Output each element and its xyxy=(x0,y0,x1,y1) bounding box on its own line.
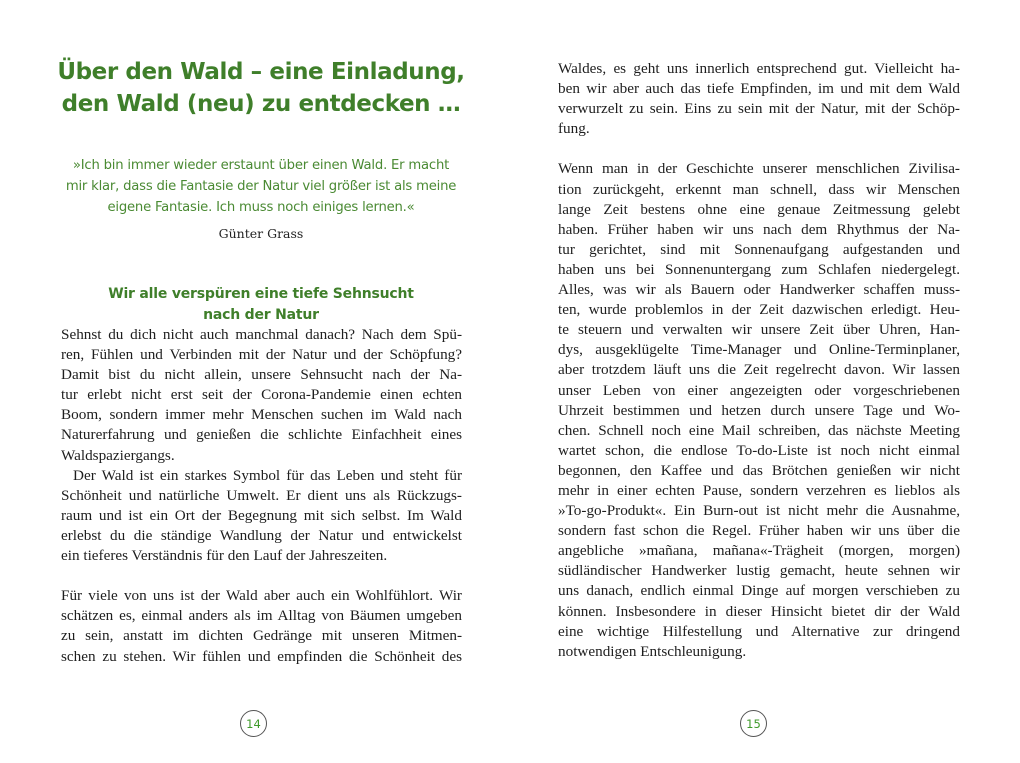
epigraph-quote xyxy=(40,155,482,218)
text-line: Sehnst du dich nicht auch manchmal danach? Nach dem Spü- xyxy=(61,326,462,343)
text-line: wartet schon, die endlose To-do-Liste ist noch nicht einmal xyxy=(558,441,960,459)
text-line: uns danach, endlich einmal Dinge auf morgen verschieben zu xyxy=(558,582,960,600)
page-number: 15 xyxy=(740,710,767,737)
text-line: Für viele von uns ist der Wald aber auch ein Wohlfühlort. Wir xyxy=(61,587,462,605)
page-number: 14 xyxy=(240,710,267,737)
text-line: Uhrzeit bestimmen und hetzen durch unsere Tage und Wo- xyxy=(558,401,960,419)
body-text-right xyxy=(558,59,960,662)
text-line: chen. Schnell noch eine Mail schreiben, das nächste Meeting xyxy=(558,421,960,439)
text-line: begonnen, den Kaffee und das Brötchen genießen wir nicht xyxy=(558,461,960,479)
text-line: können. Insbesondere in dieser Hinsicht bietet dir der Wald xyxy=(558,602,960,620)
chapter-title-line: den Wald (neu) zu entdecken … xyxy=(61,91,461,117)
paragraph-1 xyxy=(61,325,462,466)
text-line: Waldspaziergangs. xyxy=(61,446,175,464)
text-line: raum und ist ein Ort der Begegnung mit sich selbst. Im Wald xyxy=(61,506,462,524)
text-line: Schönheit und natürliche Umwelt. Er dient uns als Rückzugs- xyxy=(61,486,462,504)
text-line: tur gerichtet, sind mit Sonnenaufgang aufgestanden und xyxy=(558,240,960,258)
text-line: zu sein, anstatt im dichten Gedränge mit unseren Mitmen- xyxy=(61,627,462,645)
text-line: eine wichtige Hilfestellung und Alternative zur dringend xyxy=(558,622,960,640)
text-line: tion zurückgeht, erkennt man schnell, dass wir Menschen xyxy=(558,180,960,198)
paragraph-3 xyxy=(61,586,462,666)
text-line: fung. xyxy=(558,120,590,138)
text-line: Damit bist du nicht allein, unsere Sehnsucht nach der Na- xyxy=(61,366,462,384)
text-line: Boom, sondern immer mehr Menschen suchen im Wald nach xyxy=(61,406,462,424)
text-line: ren, Fühlen und Verbinden mit der Natur und der Schöpfung? xyxy=(61,346,462,364)
text-line: unser Leben von einer angezeigten oder vorgeschriebenen xyxy=(558,381,960,399)
text-line: dys, ausgeklügelte Time-Manager und Online-Terminplaner, xyxy=(558,341,960,359)
text-line: erlebst du die ständige Wandlung der Natur und entwickelst xyxy=(61,526,462,544)
section-title-line: nach der Natur xyxy=(203,307,319,323)
text-line: ben wir aber auch das tiefe Empfinden, im und mit dem Wald xyxy=(558,80,960,98)
epigraph-line: »Ich bin immer wieder erstaunt über einen Wald. Er macht xyxy=(72,158,450,173)
text-line: notwendigen Entschleunigung. xyxy=(558,642,747,660)
text-line: »To-go-Produkt«. Ein Burn-out ist nicht mehr die Ausnahme, xyxy=(558,502,960,520)
paragraph-gap xyxy=(558,139,960,159)
text-line: verwurzelt zu sein. Eins zu sein mit der Natur, mit der Schöp- xyxy=(558,100,960,118)
epigraph-line: mir klar, dass die Fantasie der Natur viel größer ist als meine xyxy=(65,179,457,194)
paragraph-2 xyxy=(558,159,960,661)
text-line: tur erlebt nicht erst seit der Corona-Pandemie einen echten xyxy=(61,386,462,404)
epigraph-author: Günter Grass xyxy=(218,226,304,241)
paragraph-2 xyxy=(61,466,462,566)
text-line: lange Zeit bestens ohne eine genaue Zeitmessung gelebt xyxy=(558,200,960,218)
right-page xyxy=(510,0,1020,763)
text-line: schätzen es, einmal anders als im Alltag von Bäumen umgeben xyxy=(61,607,462,625)
text-line: haben uns bei Sonnenuntergang zum Schlafen niedergelegt. xyxy=(558,260,960,278)
text-line: Wenn man in der Geschichte unserer menschlichen Zivilisa- xyxy=(558,160,960,178)
epigraph-line: eigene Fantasie. Ich muss noch einiges lernen.« xyxy=(107,200,415,215)
text-line: schen zu stehen. Wir fühlen und empfinden die Schönheit des xyxy=(61,647,462,665)
text-line: haben. Früher haben wir uns nach dem Rhythmus der Na- xyxy=(558,220,960,238)
text-line: sondern fast schon die Regel. Früher haben wir uns über die xyxy=(558,522,960,540)
chapter-title-line: Über den Wald – eine Einladung, xyxy=(57,59,465,85)
paragraph-gap xyxy=(61,566,462,586)
text-line: aber trotzdem läuft uns die Zeit regelrecht davon. Wir lassen xyxy=(558,361,960,379)
section-title-line: Wir alle verspüren eine tiefe Sehnsucht xyxy=(108,286,414,302)
text-line: Alles, was wir als Bauern oder Handwerker schaffen muss- xyxy=(558,281,960,299)
body-text-left xyxy=(61,325,462,667)
text-line: te steuern und verwalten wir unsere Zeit über Uhren, Han- xyxy=(558,321,960,339)
chapter-title xyxy=(40,56,482,120)
text-line: mehr in einer echten Pause, sondern verzehren es lieblos als xyxy=(558,481,960,499)
text-line: ten, wurde problemlos in der Zeit dazwischen erledigt. Heu- xyxy=(558,301,960,319)
text-line: angebliche »mañana, mañana«-Trägheit (morgen, morgen) xyxy=(558,542,960,560)
section-title xyxy=(40,284,482,326)
text-line: Naturerfahrung und genießen die schlichte Einfachheit eines xyxy=(61,426,462,444)
text-line: Waldes, es geht uns innerlich entsprechend gut. Vielleicht ha- xyxy=(558,60,960,77)
text-line: Der Wald ist ein starkes Symbol für das Leben und steht für xyxy=(73,466,462,484)
paragraph-1 xyxy=(558,59,960,139)
text-line: ein tieferes Verständnis für den Lauf der Jahreszeiten. xyxy=(61,547,388,565)
text-line: südländischer Handwerker lustig gemacht, heute sehnen wir xyxy=(558,562,960,580)
